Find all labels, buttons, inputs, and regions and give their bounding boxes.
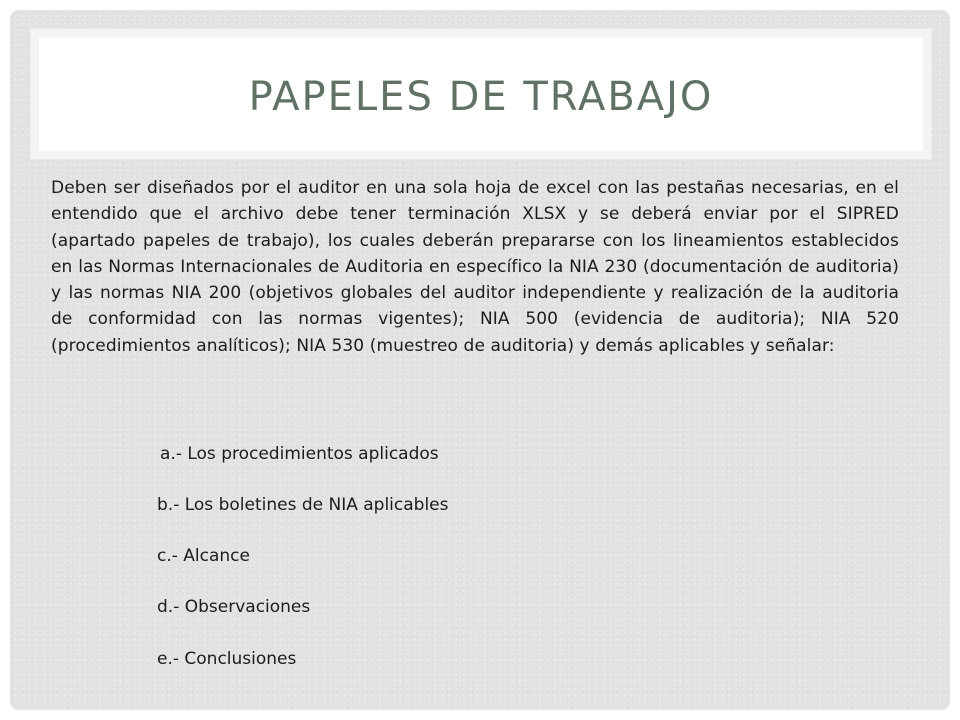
slide [10, 10, 950, 710]
list-item-b: b.- Los boletines de NIA aplicables [157, 495, 449, 515]
title-box [39, 37, 923, 151]
body-paragraph: Deben ser diseñados por el auditor en una sola hoja de excel con las pestañas necesarias, en el entendido que el archivo debe tener terminación XLSX y se deberá enviar por el SIPRED (apartado papeles de trabajo), los cuales deberán prepararse con los lineamientos establecidos en las Normas Internacionales de Auditoria en específico la NIA 230 (documentación de auditoria) y las normas NIA 200 (objetivos globales del auditor independiente y realización de la auditoria de conformidad con las normas vigentes); NIA 500 (evidencia de auditoria); NIA 520 (procedimientos analíticos); NIA 530 (muestreo de auditoria) y demás aplicables y señalar: [51, 178, 899, 356]
list-item-a: a.- Los procedimientos aplicados [160, 444, 439, 464]
list-item-c: c.- Alcance [157, 546, 250, 566]
title-frame [30, 28, 932, 160]
list-item-d: d.- Observaciones [157, 597, 311, 617]
slide-title: PAPELES DE TRABAJO [248, 74, 714, 120]
list-item-e: e.- Conclusiones [157, 649, 297, 669]
